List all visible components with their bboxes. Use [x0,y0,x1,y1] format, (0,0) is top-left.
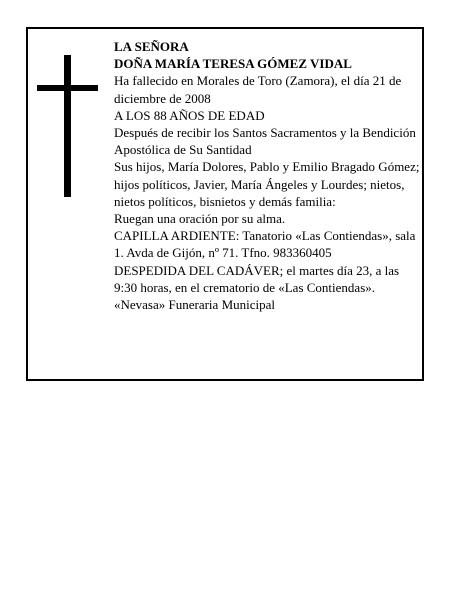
chapel-line: CAPILLA ARDIENTE: Tanatorio «Las Contiendas», sala 1. Avda de Gijón, nº 71. Tfno. 983360405 [114,228,416,261]
deceased-name: DOÑA MARÍA TERESA GÓMEZ VIDAL [114,56,352,72]
cross-vertical-bar [64,55,71,197]
age-line: A LOS 88 AÑOS DE EDAD [114,107,265,123]
cross-icon [37,55,98,197]
death-announcement: Ha fallecido en Morales de Toro (Zamora), el día 21 de diciembre de 2008 [114,73,402,106]
funeral-home-line: «Nevasa» Funeraria Municipal [114,297,276,313]
cross-horizontal-bar [37,85,98,91]
farewell-line: DESPEDIDA DEL CADÁVER; el martes día 23, a las 9:30 horas, en el crematorio de «Las Contiendas». [114,262,400,295]
sacraments-line: Después de recibir los Santos Sacramentos y la Bendición Apostólica de Su Santidad [114,125,416,158]
notice-title: LA SEÑORA [114,39,189,54]
prayer-line: Ruegan una oración por su alma. [114,211,286,227]
family-line: Sus hijos, María Dolores, Pablo y Emilio Bragado Gómez; hijos políticos, Javier, María Ángeles y Lourdes; nietos, nietos políticos, bisnietos y demás familia: [114,159,420,209]
obituary-text [114,38,420,313]
